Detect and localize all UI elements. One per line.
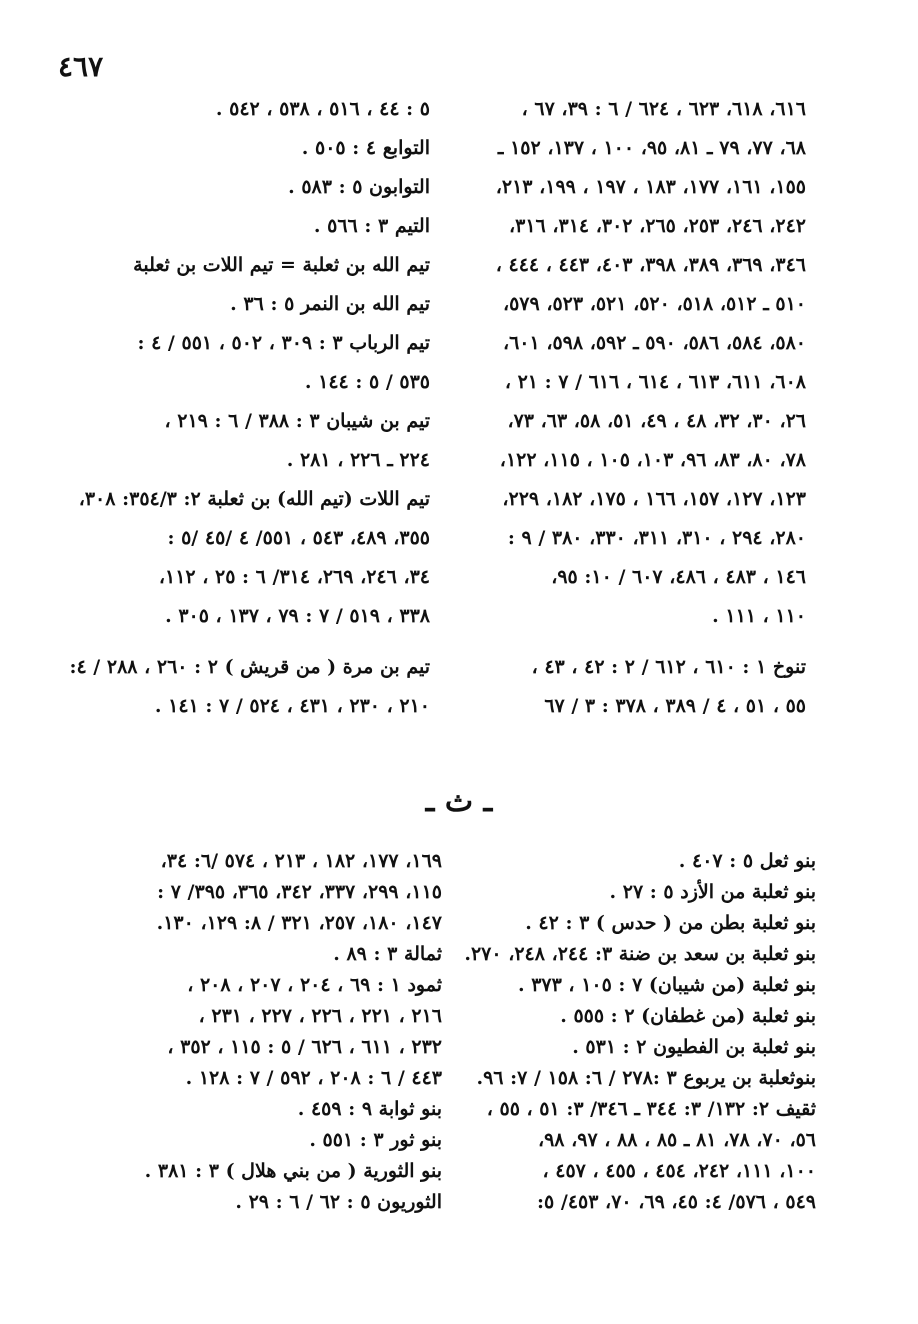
index-line: ٧٨، ٨٠، ٨٣، ٩٦، ١٠٣، ١٠٥ ، ١١٥، ١٢٢، bbox=[499, 449, 806, 471]
index-line: ٥٨٠، ٥٨٤، ٥٨٦، ٥٩٠ ـ ٥٩٢، ٥٩٨، ٦٠١، bbox=[502, 332, 806, 354]
index-line: ٢٦، ٣٠، ٣٢، ٤٨ ، ٤٩، ٥١، ٥٨، ٦٣، ٧٣، bbox=[507, 410, 806, 432]
entry-thamud: ثمود ١ : ٦٩ ، ٢٠٤ ، ٢٠٧ ، ٢٠٨ ، bbox=[187, 974, 442, 996]
index-line: ١٤٧، ١٨٠، ٢٥٧، ٣٢١ / ٨: ١٢٩، ١٣٠. bbox=[156, 912, 442, 934]
index-line: ٢٢٤ ـ ٢٢٦ ، ٢٨١ . bbox=[286, 449, 430, 471]
index-line: ٣٥٥، ٤٨٩، ٥٤٣ ، ٥٥١/ ٤ /٤٥ /٥ : bbox=[167, 527, 430, 549]
page-number: ٤٦٧ bbox=[58, 50, 104, 83]
entry-taym-allah-thalaba: تيم الله بن ثعلبة = تيم اللات بن ثعلبة bbox=[133, 254, 430, 276]
index-line: ٣٤، ٢٤٦، ٢٦٩، ٣١٤/ ٦ : ٢٥ ، ١١٢، bbox=[158, 566, 430, 588]
bottom-left-column bbox=[72, 846, 442, 1218]
entry-thalaba-hadas: بنو ثعلبة بطن من ( حدس ) ٣ : ٤٢ . bbox=[525, 912, 816, 934]
entry-thalaba-azd: بنو ثعلبة من الأزد ٥ : ٢٧ . bbox=[609, 881, 816, 903]
top-left-column bbox=[50, 90, 430, 726]
index-line: ٢١٦ ، ٢٢١ ، ٢٢٦ ، ٢٢٧ ، ٢٣١ ، bbox=[198, 1005, 442, 1027]
index-line: ١٥٥، ١٦١، ١٧٧، ١٨٣ ، ١٩٧ ، ١٩٩، ٢١٣، bbox=[495, 176, 806, 198]
index-line: ١٦٩، ١٧٧، ١٨٢ ، ٢١٣ ، ٥٧٤ /٦: ٣٤، bbox=[160, 850, 442, 872]
index-line: ٥٥ ، ٥١ ، ٤ / ٣٨٩ ، ٣٧٨ : ٣ / ٦٧ bbox=[544, 695, 806, 717]
index-line: ٦١٦، ٦١٨، ٦٢٣ ، ٦٢٤ / ٦ : ٣٩، ٦٧ ، bbox=[521, 98, 806, 120]
entry-taym-allat: تيم اللات (تيم الله) بن ثعلبة ٢: ٣٥٤/٣: ٣٠٨، bbox=[78, 488, 430, 510]
entry-thalaba-ghatafan: بنو ثعلبة (من غطفان) ٢ : ٥٥٥ . bbox=[560, 1005, 816, 1027]
entry-banu-thawr: بنو ثور ٣ : ٥٥١ . bbox=[309, 1129, 442, 1151]
entry-taym-ribab: تيم الرباب ٣ : ٣٠٩ ، ٥٠٢ ، ٥٥١ / ٤ : bbox=[137, 332, 430, 354]
index-line: ٣٣٨ ، ٥١٩ / ٧ : ٧٩ ، ١٣٧ ، ٣٠٥ . bbox=[165, 605, 430, 627]
bottom-right-column bbox=[446, 846, 816, 1218]
entry-thalaba-yarbu: بنوثعلبة بن يربوع ٣ :٢٧٨ / ٦: ١٥٨ / ٧: ٩٦. bbox=[476, 1067, 816, 1089]
index-line: ٢٨٠، ٢٩٤ ، ٣١٠، ٣١١، ٣٣٠، ٣٨٠ / ٩ : bbox=[507, 527, 806, 549]
entry-thaqif: ثقيف ٢: ١٣٢/ ٣: ٣٤٤ ـ ٣٤٦/ ٣: ٥١ ، ٥٥ ، bbox=[486, 1098, 816, 1120]
index-line: ١١٥، ٢٩٩، ٣٣٧، ٣٤٢، ٣٦٥، ٣٩٥/ ٧ : bbox=[157, 881, 442, 903]
section-letter-heading: ـ ث ـ bbox=[425, 784, 493, 819]
index-line: ٦٨، ٧٧، ٧٩ ـ ٨١، ٩٥، ١٠٠ ، ١٣٧، ١٥٢ ـ bbox=[497, 137, 806, 159]
index-line: ٣٤٦، ٣٦٩، ٣٨٩، ٣٩٨، ٤٠٣، ٤٤٣ ، ٤٤٤ ، bbox=[495, 254, 806, 276]
entry-thalaba-shayban: بنو ثعلبة (من شيبان) ٧ : ١٠٥ ، ٣٧٣ . bbox=[517, 974, 816, 996]
entry-taym: التيم ٣ : ٥٦٦ . bbox=[313, 215, 430, 237]
index-line: ٥ : ٤٤ ، ٥١٦ ، ٥٣٨ ، ٥٤٢ . bbox=[215, 98, 430, 120]
entry-tawwabun: التوابون ٥ : ٥٨٣ . bbox=[288, 176, 430, 198]
entry-banu-thawaba: بنو ثوابة ٩ : ٤٥٩ . bbox=[297, 1098, 442, 1120]
index-line: ١٤٦ ، ٤٨٣ ، ٤٨٦، ٦٠٧ / ١٠: ٩٥، bbox=[551, 566, 806, 588]
index-line: ١٢٣، ١٢٧، ١٥٧، ١٦٦ ، ١٧٥، ١٨٢، ٢٢٩، bbox=[502, 488, 806, 510]
index-line: ٢١٠ ، ٢٣٠ ، ٤٣١ ، ٥٢٤ / ٧ : ١٤١ . bbox=[154, 695, 430, 717]
index-line: ٥٤٩ ، ٥٧٦/ ٤: ٤٥، ٦٩، ٧٠، ٤٥٣/ ٥: bbox=[537, 1191, 816, 1213]
entry-banu-thawriyya: بنو الثورية ( من بني هلال ) ٣ : ٣٨١ . bbox=[144, 1160, 442, 1182]
index-line: ١١٠ ، ١١١ . bbox=[712, 605, 806, 627]
index-line: ٤٤٣ / ٦ : ٢٠٨ ، ٥٩٢ / ٧ : ١٢٨ . bbox=[185, 1067, 442, 1089]
index-line: ٢٤٢، ٢٤٦، ٢٥٣، ٢٦٥، ٣٠٢، ٣١٤، ٣١٦، bbox=[508, 215, 806, 237]
entry-thawriyyun: الثوريون ٥ : ٦٢ / ٦ : ٢٩ . bbox=[235, 1191, 442, 1213]
index-line: ٥١٠ ـ ٥١٢، ٥١٨، ٥٢٠، ٥٢١، ٥٢٣، ٥٧٩، bbox=[502, 293, 806, 315]
entry-taym-allah-namir: تيم الله بن النمر ٥ : ٣٦ . bbox=[230, 293, 430, 315]
index-line: ٥٣٥ / ٥ : ١٤٤ . bbox=[304, 371, 430, 393]
index-line: ٢٣٢ ، ٦١١ ، ٦٢٦ / ٥ : ١١٥ ، ٣٥٢ ، bbox=[167, 1036, 442, 1058]
top-right-column bbox=[436, 90, 806, 726]
entry-tanukh: تنوخ ١ : ٦١٠ ، ٦١٢ / ٢ : ٤٢ ، ٤٣ ، bbox=[531, 656, 806, 678]
entry-thalaba-saad: بنو ثعلبة بن سعد بن ضنة ٣: ٢٤٤، ٢٤٨، ٢٧٠. bbox=[464, 943, 816, 965]
entry-thalaba-fityawn: بنو ثعلبة بن الفطيون ٢ : ٥٣١ . bbox=[572, 1036, 816, 1058]
index-line: ٦٠٨، ٦١١، ٦١٣ ، ٦١٤ ، ٦١٦ / ٧ : ٢١ ، bbox=[504, 371, 806, 393]
index-line: ١٠٠، ١١١، ٢٤٢، ٤٥٤ ، ٤٥٥ ، ٤٥٧ ، bbox=[542, 1160, 816, 1182]
index-line: ٥٦، ٧٠، ٧٨، ٨١ ـ ٨٥ ، ٨٨ ، ٩٧، ٩٨، bbox=[537, 1129, 816, 1151]
entry-thumala: ثمالة ٣ : ٨٩ . bbox=[333, 943, 442, 965]
entry-taym-murra: تيم بن مرة ( من قريش ) ٢ : ٢٦٠ ، ٢٨٨ / ٤: bbox=[69, 656, 430, 678]
entry-banu-thual: بنو ثعل ٥ : ٤٠٧ . bbox=[678, 850, 816, 872]
entry-tawabi: التوابع ٤ : ٥٠٥ . bbox=[301, 137, 430, 159]
entry-taym-shayban: تيم بن شيبان ٣ : ٣٨٨ / ٦ : ٢١٩ ، bbox=[164, 410, 430, 432]
